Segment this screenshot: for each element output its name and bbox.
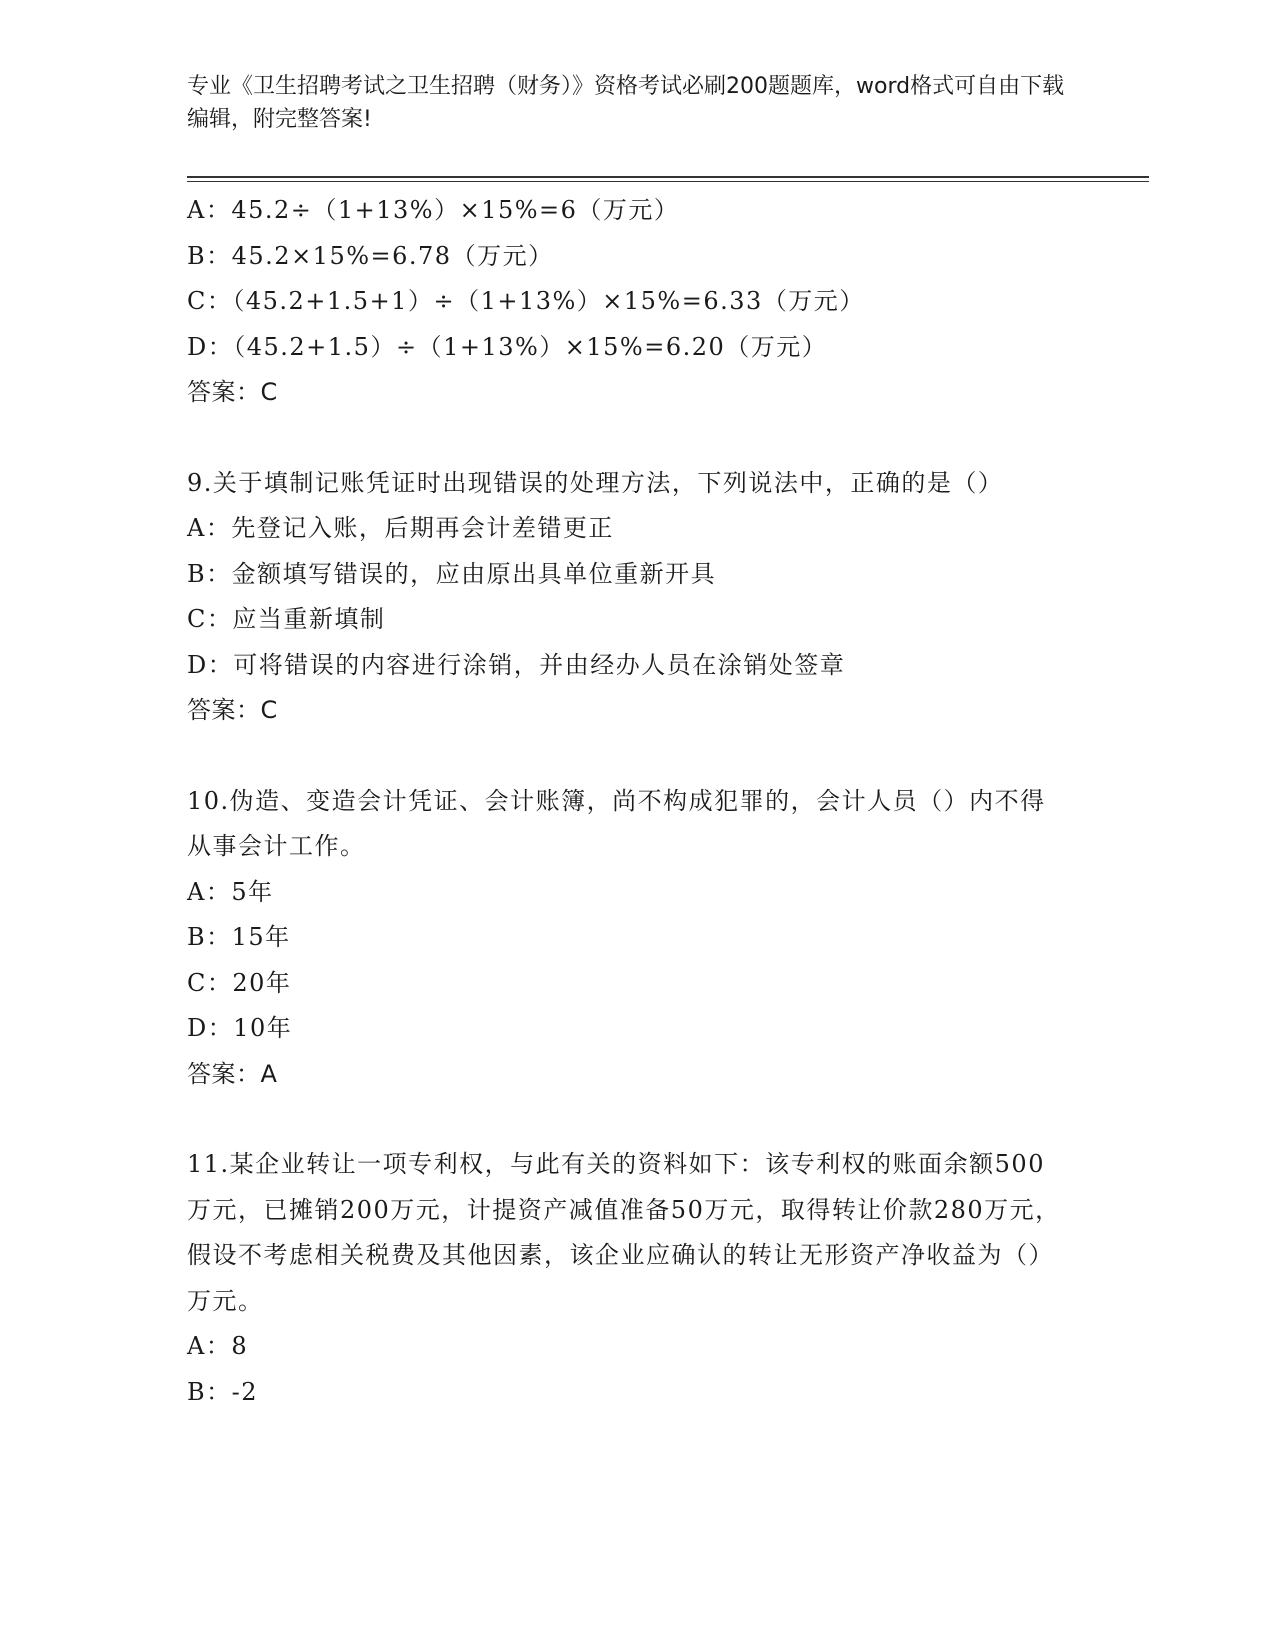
question-block-9 <box>187 461 1067 734</box>
question-text: 9.关于填制记账凭证时出现错误的处理方法，下列说法中，正确的是（） <box>187 468 1004 497</box>
option-c: C：20年 <box>187 968 292 997</box>
question-block-11 <box>187 1142 1067 1415</box>
option-b: B：金额填写错误的，应由原出具单位重新开具 <box>187 559 717 588</box>
question-text: 11.某企业转让一项专利权，与此有关的资料如下：该专利权的账面余额500万元，已摊销200万元，计提资产减值准备50万元，取得转让价款280万元，假设不考虑相关税费及其他因素，该企业应确认的转让无形资产净收益为（）万元。 <box>187 1150 1061 1315</box>
answer-line: 答案：C <box>187 696 278 724</box>
option-a: A：先登记入账，后期再会计差错更正 <box>187 514 614 542</box>
option-b: B：15年 <box>187 923 291 951</box>
option-a: A：45.2÷（1+13%）×15%=6（万元） <box>187 196 680 224</box>
option-c: C：（45.2+1.5+1）÷（1+13%）×15%=6.33（万元） <box>187 287 865 315</box>
option-b: B：45.2×15%=6.78（万元） <box>187 241 554 270</box>
option-b: B：-2 <box>187 1377 259 1406</box>
header-title: 专业《卫生招聘考试之卫生招聘（财务）》资格考试必刷200题题库，word格式可自由下载编辑，附完整答案! <box>187 74 1065 132</box>
option-d: D：10年 <box>187 1014 293 1042</box>
document-header <box>187 70 1067 136</box>
question-list <box>187 188 1067 1415</box>
option-c: C：应当重新填制 <box>187 605 386 633</box>
question-block-10 <box>187 779 1067 1098</box>
answer-line: 答案：A <box>187 1059 278 1088</box>
header-divider-thin <box>187 181 1149 182</box>
answer-line: 答案：C <box>187 378 278 406</box>
question-block-prev <box>187 188 1067 416</box>
option-a: A：8 <box>187 1332 249 1360</box>
option-a: A：5年 <box>187 877 274 906</box>
header-divider-thick <box>187 176 1149 178</box>
question-text: 10.伪造、变造会计凭证、会计账簿，尚不构成犯罪的，会计人员（）内不得从事会计工作。 <box>187 786 1046 860</box>
option-d: D：（45.2+1.5）÷（1+13%）×15%=6.20（万元） <box>187 332 828 361</box>
option-d: D：可将错误的内容进行涂销，并由经办人员在涂销处签章 <box>187 650 846 679</box>
